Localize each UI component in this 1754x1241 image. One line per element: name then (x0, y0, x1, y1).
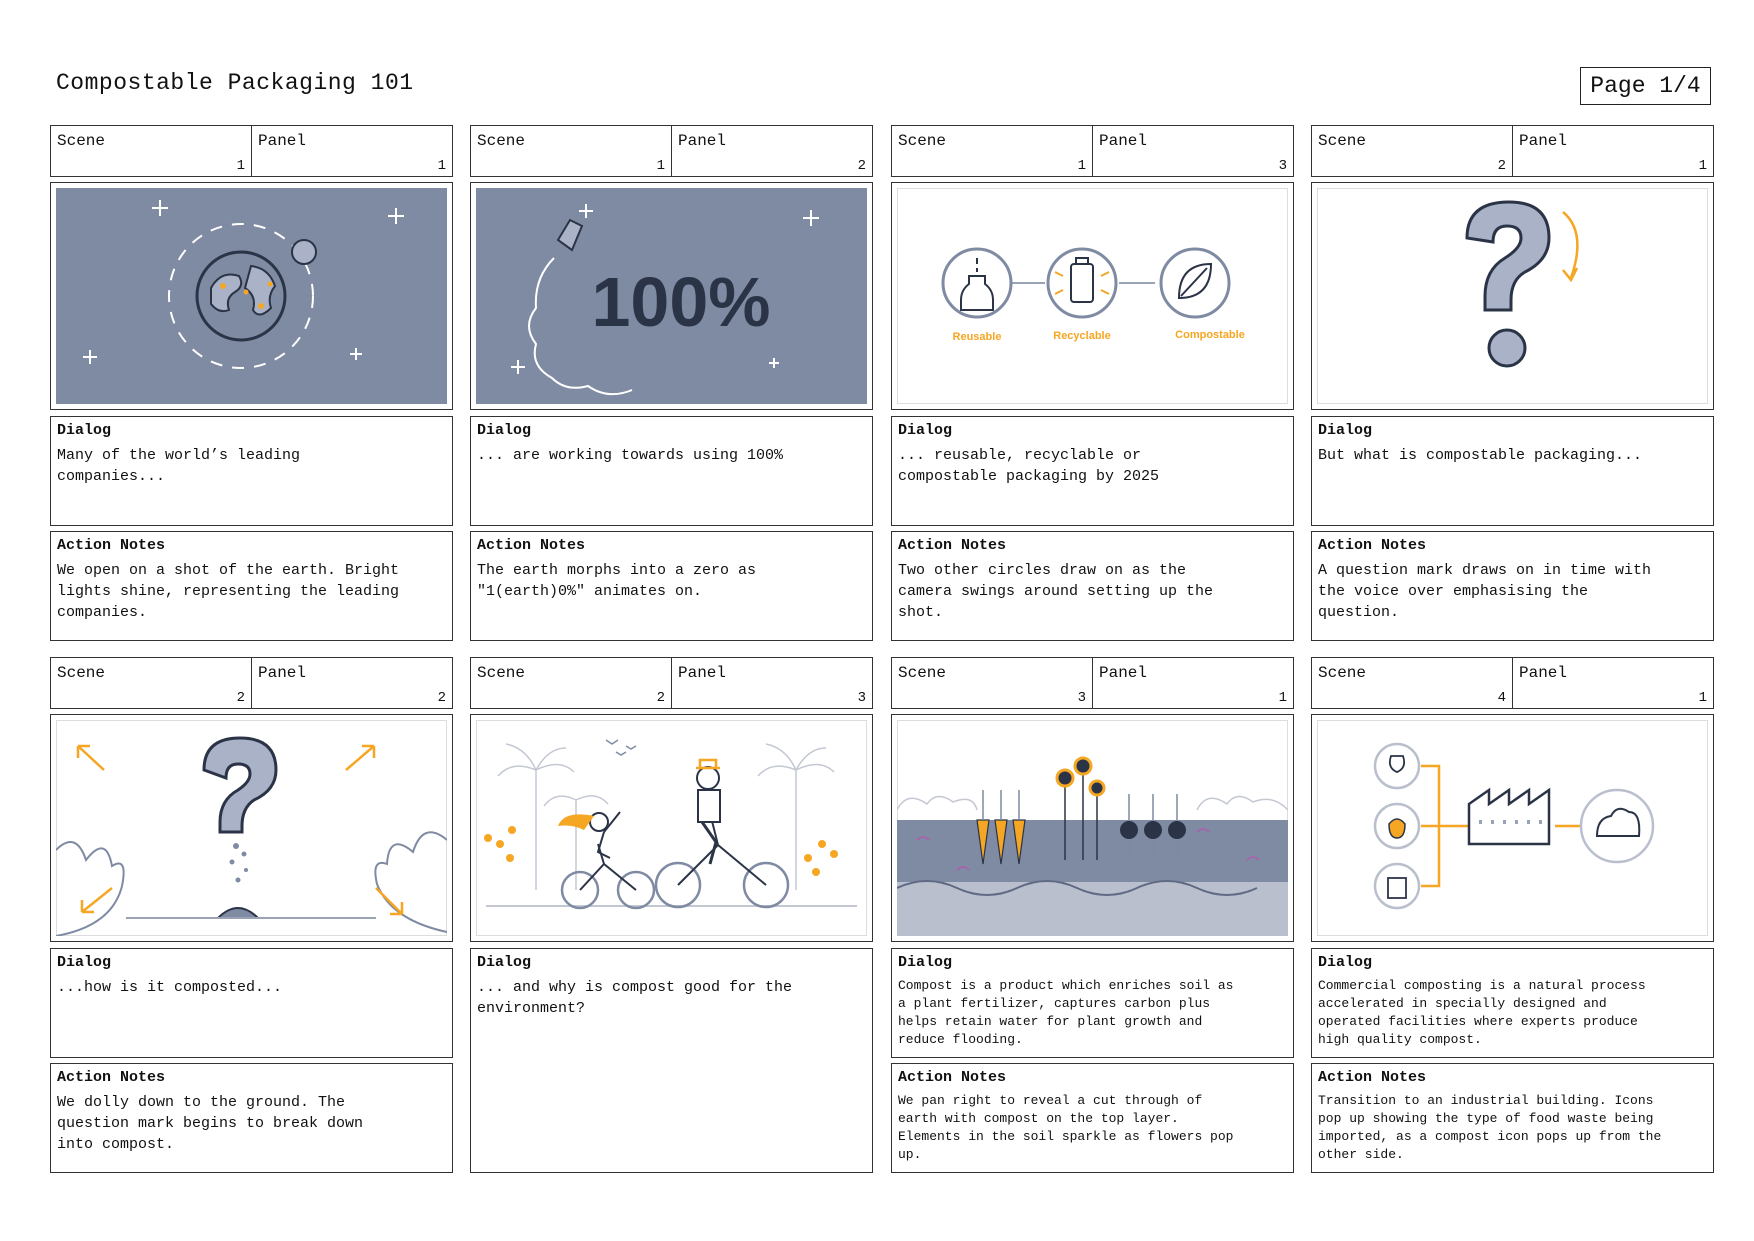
action-notes-heading: Action Notes (1318, 537, 1427, 554)
panel-label: Panel (678, 132, 727, 150)
action-notes-box (50, 1063, 453, 1173)
panel-number: 1 (437, 158, 446, 174)
dialog-box (470, 416, 873, 526)
dialog-box (891, 416, 1294, 526)
frame-packaging-types (891, 182, 1294, 410)
action-notes-box (470, 531, 873, 641)
action-notes-heading: Action Notes (1318, 1069, 1427, 1086)
scene-label: Scene (57, 132, 106, 150)
scene-label: Scene (477, 132, 526, 150)
scene-label: Scene (1318, 664, 1367, 682)
scene-number: 2 (236, 690, 245, 706)
panel-label: Panel (1519, 132, 1568, 150)
scene-number: 1 (1077, 158, 1086, 174)
scene-number: 1 (236, 158, 245, 174)
panel-label: Panel (1099, 664, 1148, 682)
panel-number: 3 (1278, 158, 1287, 174)
scene-panel-header (50, 657, 453, 709)
panel-number: 2 (857, 158, 866, 174)
rocket-icon (476, 188, 867, 404)
hundred-percent-text: 100% (591, 263, 771, 341)
scene-panel-header (1311, 125, 1714, 177)
dialog-heading: Dialog (898, 422, 953, 439)
action-notes-box (1311, 1063, 1714, 1173)
dialog-text: But what is compostable packaging... (1318, 447, 1643, 464)
compostable-label: Compostable (1175, 329, 1245, 341)
dialog-text: Commercial composting is a natural process accelerated in specially designed and operated facilities where experts produce high quality compost. (1318, 978, 1646, 1047)
scene-label: Scene (57, 664, 106, 682)
scene-panel-header (1311, 657, 1714, 709)
action-notes-box (1311, 531, 1714, 641)
dialog-heading: Dialog (1318, 422, 1373, 439)
page-title: Compostable Packaging 101 (56, 70, 414, 96)
panel-number: 1 (1698, 690, 1707, 706)
dialog-heading: Dialog (57, 422, 112, 439)
scene-label: Scene (898, 132, 947, 150)
panel-number: 1 (1698, 158, 1707, 174)
action-notes-heading: Action Notes (477, 537, 586, 554)
dialog-heading: Dialog (57, 954, 112, 971)
scene-panel-header (891, 657, 1294, 709)
action-notes-box (891, 1063, 1294, 1173)
scene-panel-header (470, 657, 873, 709)
soil-cutaway-icon (897, 720, 1288, 936)
dialog-box (1311, 416, 1714, 526)
crumbling-question-icon (56, 720, 447, 936)
action-notes-text: Two other circles draw on as the camera swings around setting up the shot. (898, 562, 1214, 621)
panel-label: Panel (1099, 132, 1148, 150)
scene-label: Scene (1318, 132, 1367, 150)
frame-soil-cutaway (891, 714, 1294, 942)
scene-number: 1 (656, 158, 665, 174)
dialog-heading: Dialog (477, 422, 532, 439)
panel-label: Panel (258, 132, 307, 150)
dialog-text: ... are working towards using 100% (477, 447, 784, 464)
panel-label: Panel (678, 664, 727, 682)
panel-number: 1 (1278, 690, 1287, 706)
scene-panel-header (470, 125, 873, 177)
dialog-box (470, 948, 873, 1173)
action-notes-box (891, 531, 1294, 641)
frame-crumbling-question (50, 714, 453, 942)
page-number: Page 1/4 (1580, 67, 1711, 105)
action-notes-text: A question mark draws on in time with the voice over emphasising the question. (1318, 562, 1652, 621)
scene-number: 2 (656, 690, 665, 706)
action-notes-box (50, 531, 453, 641)
dialog-text: Many of the world’s leading companies... (57, 447, 301, 485)
frame-question-mark (1311, 182, 1714, 410)
dialog-box (891, 948, 1294, 1058)
frame-factory (1311, 714, 1714, 942)
dialog-text: ... and why is compost good for the environment? (477, 979, 793, 1017)
packaging-circles-icon (897, 188, 1288, 404)
earth-icon (56, 188, 447, 404)
reusable-label: Reusable (952, 331, 1002, 343)
panel-number: 2 (437, 690, 446, 706)
scene-number: 3 (1077, 690, 1086, 706)
panel-label: Panel (1519, 664, 1568, 682)
panel-label: Panel (258, 664, 307, 682)
scene-panel-header (891, 125, 1294, 177)
frame-earth (50, 182, 453, 410)
dialog-box (50, 416, 453, 526)
scene-label: Scene (898, 664, 947, 682)
frame-hundred-percent (470, 182, 873, 410)
action-notes-text: We dolly down to the ground. The question mark begins to break down into compost. (57, 1094, 364, 1153)
scene-panel-header (50, 125, 453, 177)
action-notes-heading: Action Notes (57, 1069, 166, 1086)
scene-number: 2 (1497, 158, 1506, 174)
scene-number: 4 (1497, 690, 1506, 706)
dialog-heading: Dialog (898, 954, 953, 971)
question-mark-icon (1317, 188, 1708, 404)
dialog-heading: Dialog (477, 954, 532, 971)
action-notes-text: We pan right to reveal a cut through of earth with compost on the top layer. Elements in the soil sparkle as flowers pop up. (898, 1093, 1234, 1162)
action-notes-heading: Action Notes (898, 1069, 1007, 1086)
dialog-box (1311, 948, 1714, 1058)
action-notes-text: The earth morphs into a zero as "1(earth)0%" animates on. (477, 562, 757, 600)
dialog-text: ...how is it composted... (57, 979, 283, 996)
recyclable-label: Recyclable (1053, 330, 1111, 342)
action-notes-text: We open on a shot of the earth. Bright lights shine, representing the leading companies. (57, 562, 400, 621)
action-notes-heading: Action Notes (898, 537, 1007, 554)
factory-icon (1317, 720, 1708, 936)
dialog-text: Compost is a product which enriches soil as a plant fertilizer, captures carbon plus helps retain water for plant growth and reduce flooding. (898, 978, 1234, 1047)
dialog-box (50, 948, 453, 1058)
action-notes-text: Transition to an industrial building. Icons pop up showing the type of food waste being imported, as a compost icon pops up from the other side. (1318, 1093, 1662, 1162)
scene-label: Scene (477, 664, 526, 682)
action-notes-heading: Action Notes (57, 537, 166, 554)
frame-cyclists (470, 714, 873, 942)
dialog-heading: Dialog (1318, 954, 1373, 971)
panel-number: 3 (857, 690, 866, 706)
dialog-text: ... reusable, recyclable or compostable packaging by 2025 (898, 447, 1160, 485)
cyclists-icon (476, 720, 867, 936)
